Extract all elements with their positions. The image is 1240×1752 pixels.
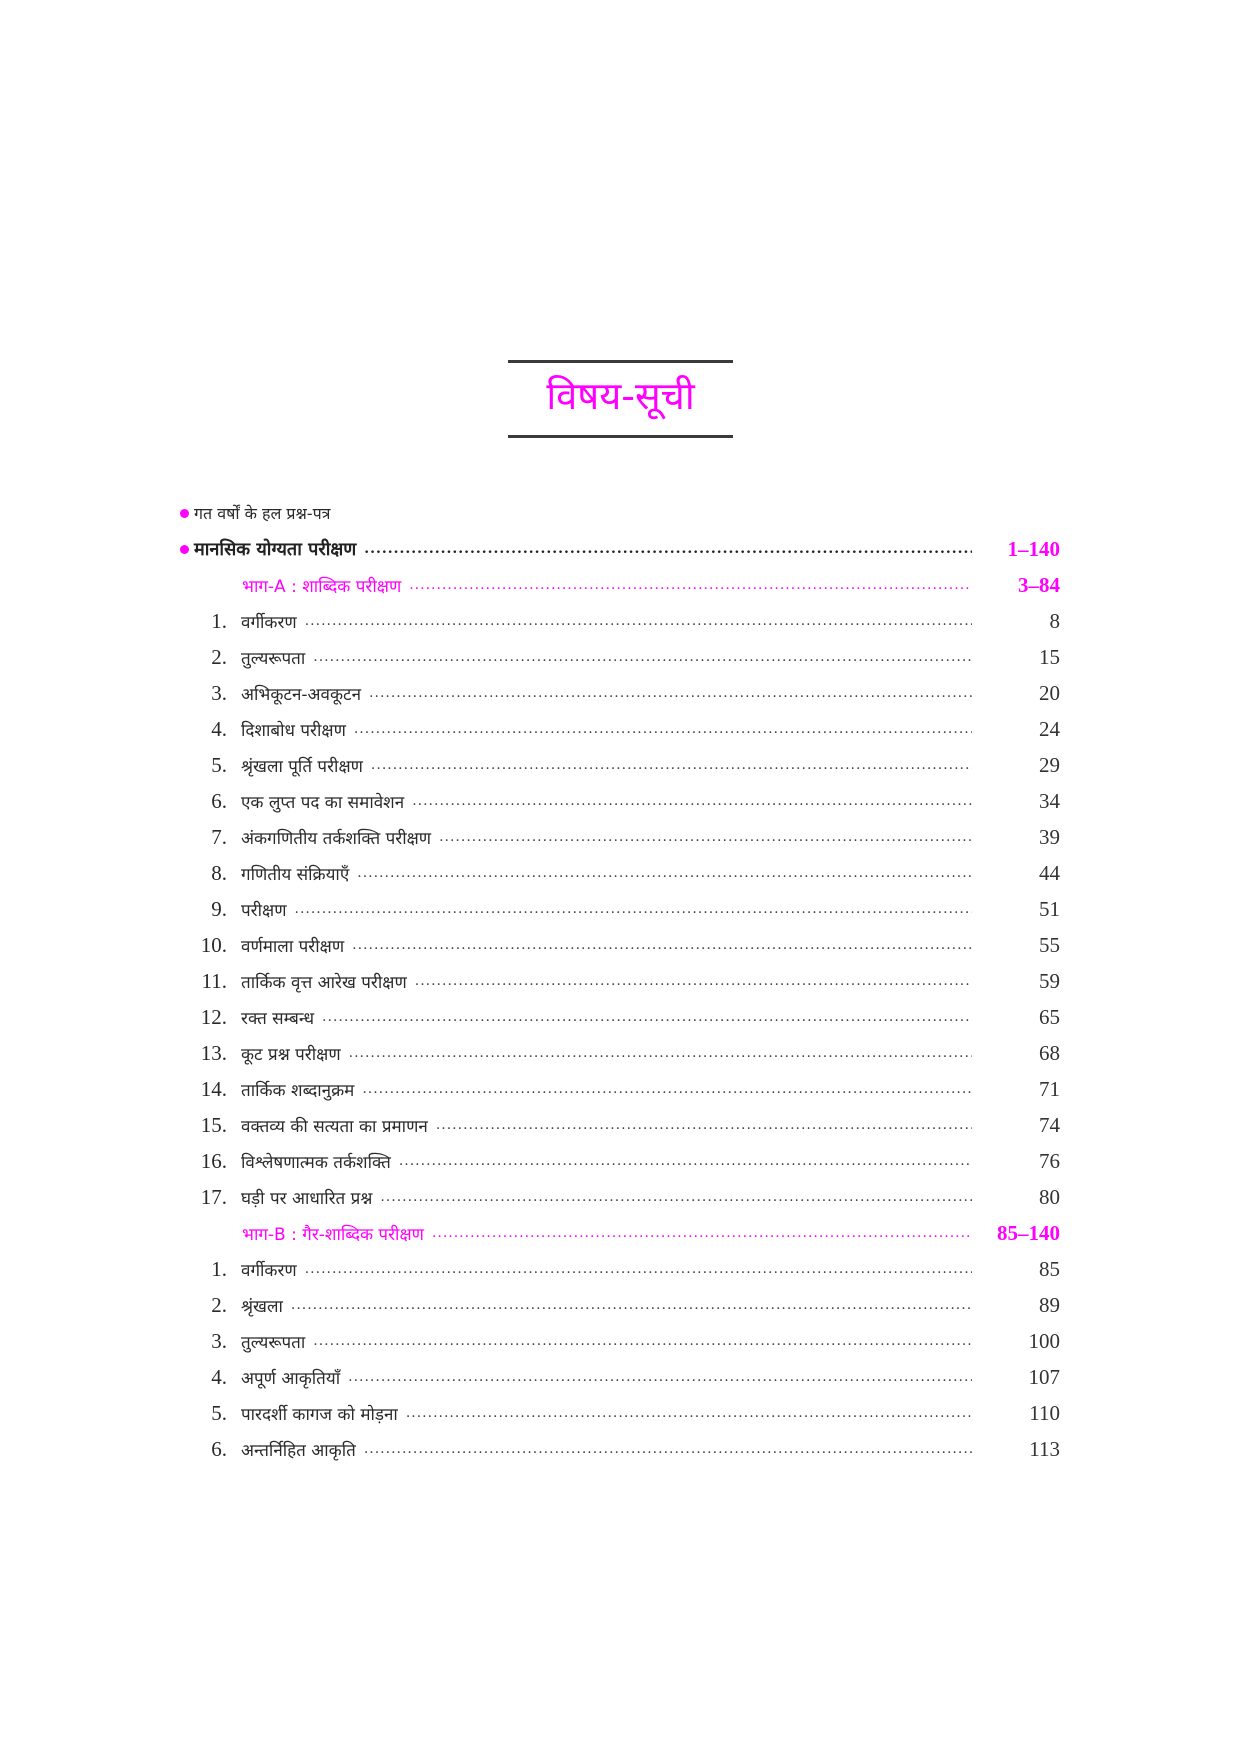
toc-entry[interactable] — [180, 891, 1060, 927]
page-number: 89 — [1039, 1292, 1060, 1317]
page-number: 107 — [1028, 1364, 1060, 1389]
dot-leader — [412, 793, 972, 809]
page-number: 65 — [1039, 1004, 1060, 1029]
entry-label: श्रृंखला पूर्ति परीक्षण — [241, 756, 363, 777]
toc-entry[interactable] — [180, 927, 1060, 963]
entry-label: वक्तव्य की सत्यता का प्रमाणन — [241, 1116, 428, 1137]
toc-entry[interactable] — [180, 819, 1060, 855]
page-number: 100 — [1028, 1328, 1060, 1353]
entry-label: अपूर्ण आकृतियाँ — [241, 1368, 341, 1389]
toc-entry[interactable] — [180, 747, 1060, 783]
page-number: 59 — [1039, 968, 1060, 993]
entry-number: 4. — [211, 1364, 227, 1389]
dot-leader — [354, 721, 972, 737]
toc-entry[interactable] — [180, 1251, 1060, 1287]
entry-label: तार्किक शब्दानुक्रम — [241, 1080, 355, 1101]
entry-number: 13. — [200, 1040, 227, 1065]
entry-number: 5. — [211, 1400, 227, 1425]
entry-number: 7. — [211, 824, 227, 849]
page-number: 24 — [1039, 716, 1060, 741]
toc-entry[interactable] — [180, 1143, 1060, 1179]
toc-entry-main-section[interactable] — [180, 531, 1060, 567]
dot-leader — [357, 865, 972, 881]
page-number: 110 — [1029, 1400, 1060, 1425]
dot-leader — [295, 901, 973, 917]
page-number: 74 — [1039, 1112, 1060, 1137]
dot-leader — [362, 1081, 972, 1097]
toc-entry[interactable] — [180, 963, 1060, 999]
page-number: 8 — [1049, 608, 1060, 633]
dot-leader — [352, 937, 972, 953]
entry-label: अंकगणितीय तर्कशक्ति परीक्षण — [241, 828, 432, 849]
dot-leader — [409, 577, 972, 593]
part-label: भाग-A : शाब्दिक परीक्षण — [242, 576, 402, 597]
bullet-icon — [180, 545, 189, 554]
entry-number: 6. — [211, 788, 227, 813]
entry-label: गत वर्षों के हल प्रश्न-पत्र — [194, 504, 331, 523]
toc-entry[interactable] — [180, 999, 1060, 1035]
toc-entry[interactable] — [180, 1035, 1060, 1071]
page-number: 44 — [1039, 860, 1060, 885]
dot-leader — [380, 1189, 972, 1205]
entry-number: 17. — [200, 1184, 227, 1209]
entry-label: एक लुप्त पद का समावेशन — [241, 792, 405, 813]
entry-label: तुल्यरूपता — [241, 648, 306, 669]
entry-label: परीक्षण — [241, 900, 287, 921]
entry-number: 8. — [211, 860, 227, 885]
entry-number: 16. — [200, 1148, 227, 1173]
dot-leader — [305, 1261, 972, 1277]
dot-leader — [349, 1045, 972, 1061]
dot-leader — [436, 1117, 972, 1133]
entry-number: 3. — [211, 680, 227, 705]
toc-entry[interactable] — [180, 603, 1060, 639]
dot-leader — [406, 1405, 972, 1421]
page-number: 20 — [1039, 680, 1060, 705]
toc-entry[interactable] — [180, 675, 1060, 711]
entry-label: गणितीय संक्रियाएँ — [241, 864, 350, 885]
bullet-icon — [180, 509, 189, 518]
page-number: 39 — [1039, 824, 1060, 849]
entry-label: अभिकूटन-अवकूटन — [241, 684, 362, 705]
page-number: 76 — [1039, 1148, 1060, 1173]
entry-label: कूट प्रश्न परीक्षण — [241, 1044, 341, 1065]
page-number: 80 — [1039, 1184, 1060, 1209]
toc-entry[interactable] — [180, 1107, 1060, 1143]
entry-label: तार्किक वृत्त आरेख परीक्षण — [241, 972, 407, 993]
dot-leader — [348, 1369, 972, 1385]
page-range: 3–84 — [1018, 572, 1060, 597]
entry-number: 15. — [200, 1112, 227, 1137]
page-title: विषय-सूची — [546, 374, 695, 418]
toc-part-a-heading[interactable] — [180, 567, 1060, 603]
page-number: 51 — [1039, 896, 1060, 921]
page-number: 71 — [1039, 1076, 1060, 1101]
entry-number: 10. — [200, 932, 227, 957]
dot-leader — [322, 1009, 972, 1025]
toc-entry[interactable] — [180, 1395, 1060, 1431]
entry-label: वर्णमाला परीक्षण — [241, 936, 345, 957]
entry-label: श्रृंखला — [241, 1296, 283, 1317]
page-number: 34 — [1039, 788, 1060, 813]
page-number: 68 — [1039, 1040, 1060, 1065]
entry-number: 14. — [200, 1076, 227, 1101]
entry-number: 1. — [211, 608, 227, 633]
toc-part-b-heading[interactable] — [180, 1215, 1060, 1251]
entry-number: 2. — [211, 644, 227, 669]
toc-entry[interactable] — [180, 1287, 1060, 1323]
toc-entry[interactable] — [180, 639, 1060, 675]
toc-entry[interactable] — [180, 783, 1060, 819]
page-number: 85 — [1039, 1256, 1060, 1281]
entry-label: अन्तर्निहित आकृति — [241, 1440, 356, 1461]
entry-label: विश्लेषणात्मक तर्कशक्ति — [241, 1152, 391, 1173]
toc-entry[interactable] — [180, 1323, 1060, 1359]
entry-label: मानसिक योग्यता परीक्षण — [194, 539, 357, 560]
entry-number: 9. — [211, 896, 227, 921]
entry-number: 1. — [211, 1256, 227, 1281]
toc-entry[interactable] — [180, 855, 1060, 891]
dot-leader — [439, 829, 972, 845]
toc-entry-previous-papers[interactable] — [180, 495, 1060, 531]
toc-title-block — [508, 360, 733, 438]
page-number: 29 — [1039, 752, 1060, 777]
page-number: 15 — [1039, 644, 1060, 669]
entry-label: घड़ी पर आधारित प्रश्न — [241, 1188, 373, 1209]
entry-label: दिशाबोध परीक्षण — [241, 720, 346, 741]
dot-leader — [415, 973, 972, 989]
toc-entry[interactable] — [180, 1179, 1060, 1215]
title-bottom-rule — [508, 435, 733, 438]
entry-number: 11. — [201, 968, 227, 993]
dot-leader — [305, 613, 972, 629]
entry-label: वर्गीकरण — [241, 612, 297, 633]
entry-label: वर्गीकरण — [241, 1260, 297, 1281]
toc-entry[interactable] — [180, 1071, 1060, 1107]
entry-label: पारदर्शी कागज को मोड़ना — [241, 1404, 398, 1425]
dot-leader — [399, 1153, 972, 1169]
entry-number: 5. — [211, 752, 227, 777]
dot-leader — [369, 685, 972, 701]
page-range: 85–140 — [997, 1220, 1060, 1245]
dot-leader — [313, 649, 972, 665]
dot-leader — [313, 1333, 972, 1349]
toc-entry[interactable] — [180, 1359, 1060, 1395]
page-number: 55 — [1039, 932, 1060, 957]
page-number: 113 — [1029, 1436, 1060, 1461]
page-range: 1–140 — [1007, 536, 1060, 561]
dot-leader — [432, 1225, 972, 1241]
toc-entry[interactable] — [180, 1431, 1060, 1467]
dot-leader — [364, 541, 972, 557]
entry-label: रक्त सम्बन्ध — [241, 1008, 315, 1029]
entry-number: 6. — [211, 1436, 227, 1461]
dot-leader — [364, 1441, 972, 1457]
entry-label: तुल्यरूपता — [241, 1332, 306, 1353]
entry-number: 12. — [200, 1004, 227, 1029]
table-of-contents — [180, 495, 1060, 1467]
entry-number: 3. — [211, 1328, 227, 1353]
entry-number: 2. — [211, 1292, 227, 1317]
part-label: भाग-B : गैर-शाब्दिक परीक्षण — [242, 1224, 424, 1245]
entry-number: 4. — [211, 716, 227, 741]
toc-entry[interactable] — [180, 711, 1060, 747]
dot-leader — [371, 757, 972, 773]
dot-leader — [291, 1297, 972, 1313]
